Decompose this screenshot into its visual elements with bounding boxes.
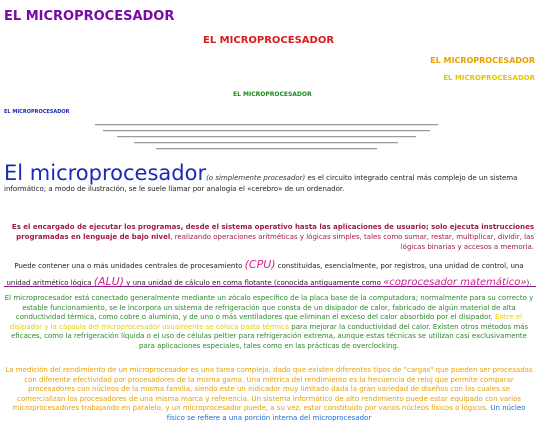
paragraph-execution-rest: , realizando operaciones aritméticas y lógicas simples, tales como sumar, restar, multiplicar, dividir, las lógicas binarias y accesos a memoria. [170,233,534,251]
coprocessor-term: «coprocesador matemático» [383,277,527,288]
performance-text: La medición del rendimiento de un microprocesador es una tarea compleja, dado que existen diferentes tipos de "cargas" que pueden ser procesadas con diferente efectividad por procesadores de la misma gama. Una métrica del rendimiento es la frecuencia de reloj que permite comparar procesadores con núcleos de la misma familia, siendo este un indicador muy limitado dada la gran variedad de diseños con los cuales se comercializan los procesadores de una misma marca y referencia. Un sistema informático de alto rendimiento puede estar equipado con varios microprocesadores trabajando en paralelo, y un microprocesador puede, a su vez, estar constituido por varios núcleos físicos o lógicos. [5,366,533,413]
performance-core-text: Un núcleo físico se refiere a una porción interna del microprocesador [166,404,526,422]
divider-rule-1 [95,124,438,126]
heading-level-2: EL MICROPROCESADOR [203,35,335,46]
units-text-d: ). [526,279,532,287]
paragraph-execution-bold: Es el encargado de ejecutar los programas, desde el sistema operativo hasta las aplicaciones de usuario; solo ejecuta instrucciones programadas en lenguaje de bajo nivel [11,223,534,241]
heading-level-6: EL MICROPROCESADOR [4,109,70,115]
paragraph-execution [4,222,534,252]
intro-paragraph [4,162,534,195]
paragraph-cooling [4,294,534,352]
cooling-text-b: para mejorar la conductividad del calor. Existen otros métodos más eficaces, como la refrigeración líquida o el uso de células peltier para refrigeración extrema, aunque estas técnicas se utilizan casi exclusivamente para aplicaciones especiales, tales como en las prácticas de overclocking. [11,322,529,350]
cooling-text-a: El microprocesador está conectado generalmente mediante un zócalo específico de la placa base de la computadora; normalmente para su correcto y estable funcionamiento, se le incorpora un sistema de refrigeración que consta de un disipador de calor, fabricado de algún material de alta conductividad térmica, como cobre o aluminio, y de uno o más ventiladores que eliminan el exceso del calor absorbido por el disipador. [4,294,534,322]
heading-level-1: EL MICROPROCESADOR [4,9,175,24]
intro-title: El microprocesador [4,161,207,185]
units-text-c: y una unidad de cálculo en coma flotante (conocida antiguamente como [124,279,384,287]
intro-subtitle: (o simplemente procesador) [206,174,306,182]
heading-level-4: EL MICROPROCESADOR [443,74,535,82]
section-divider [4,286,536,287]
alu-term: (ALU) [93,275,125,288]
units-text-b: constituidas, esencialmente, por registros, una unidad de control, una unidad aritmético lógica [6,262,524,287]
cpu-term: (CPU) [244,258,276,271]
divider-rule-4 [134,142,398,144]
divider-rule-3 [117,136,416,138]
paragraph-performance [4,366,534,424]
cooling-highlight: Entre el disipador y la cápsula del microprocesador usualmente se coloca pasta térmica [9,313,523,331]
divider-rule-5 [156,148,377,150]
units-text-a: Puede contener una o más unidades centrales de procesamiento [14,262,245,270]
divider-rule-2 [103,130,430,132]
intro-text: es el circuito integrado central más complejo de un sistema informático; a modo de ilustración, se le suele llamar por analogía el «cerebro» de un ordenador. [4,174,518,193]
heading-level-5: EL MICROPROCESADOR [233,91,312,98]
heading-level-3: EL MICROPROCESADOR [430,56,535,65]
